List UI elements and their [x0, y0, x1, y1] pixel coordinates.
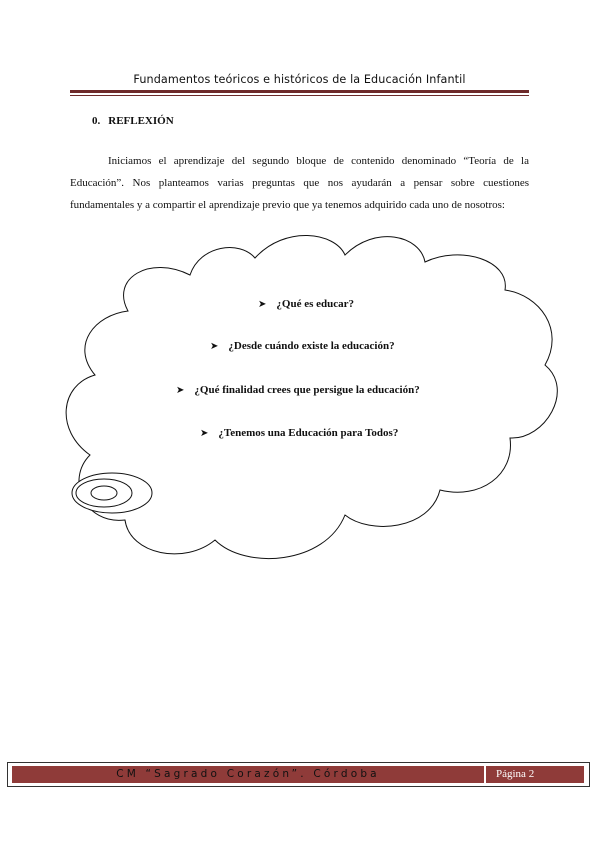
footer-bar — [7, 762, 590, 787]
section-number: 0. — [92, 115, 101, 127]
thought-bubble-inner — [91, 486, 117, 500]
intro-paragraph: Iniciamos el aprendizaje del segundo bloque de contenido denominado “Teoría de la Educación”. Nos planteamos varias preguntas que nos ayudarán a pensar sobre cuestiones fundamentales y a compartir el aprendizaje previo que ya tenemos adquirido cada uno de nosotros: — [70, 155, 529, 211]
arrow-bullet-icon: ➤ — [200, 428, 209, 439]
arrow-bullet-icon: ➤ — [210, 341, 219, 352]
cloud-question-2: ➤ ¿Desde cuándo existe la educación? — [210, 340, 395, 352]
cloud-question-1: ➤ ¿Qué es educar? — [258, 298, 354, 310]
cloud-outline — [66, 235, 557, 558]
page-header-title: Fundamentos teóricos e históricos de la Educación Infantil — [133, 73, 466, 86]
arrow-bullet-icon: ➤ — [258, 299, 267, 310]
arrow-bullet-icon: ➤ — [176, 385, 185, 396]
footer-school-name: CM “Sagrado Corazón”. Córdoba — [12, 766, 484, 783]
cloud-question-3: ➤ ¿Qué finalidad crees que persigue la educación? — [176, 384, 420, 396]
footer-page-number: Página 2 — [486, 766, 584, 783]
section-title: REFLEXIÓN — [108, 115, 174, 127]
cloud-question-4: ➤ ¿Tenemos una Educación para Todos? — [200, 427, 399, 439]
